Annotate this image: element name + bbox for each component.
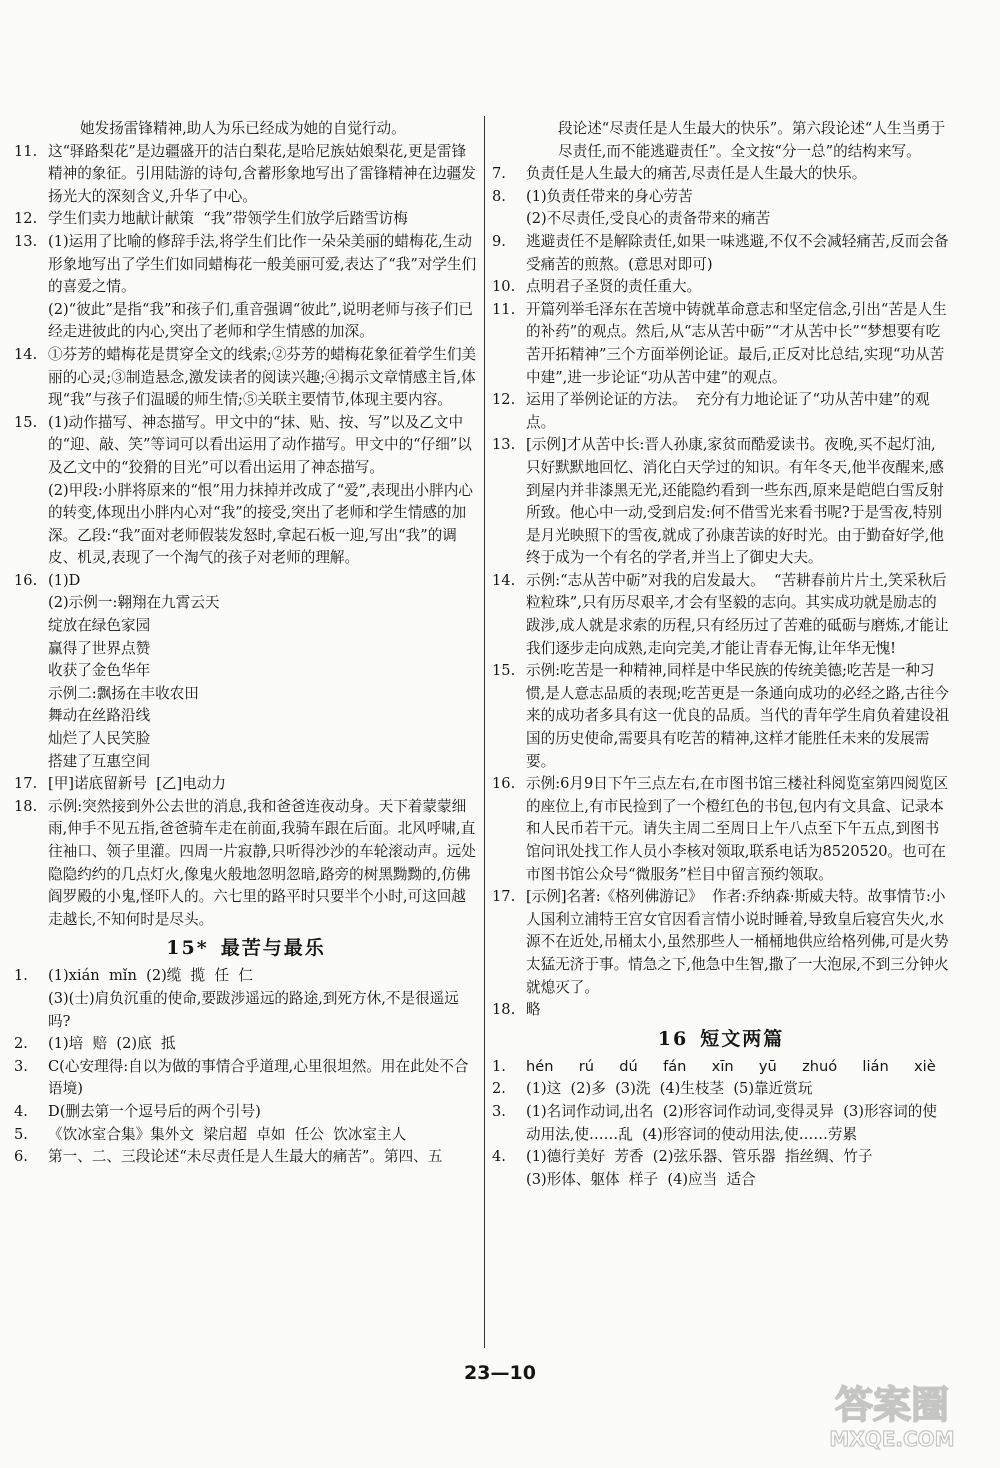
answer-item [14,1101,478,1124]
answer-item [492,999,950,1022]
answer-text: (1)名词作动词,出名 (2)形容词作动词,变得灵异 (3)形容词的使动用法,使……乱 (4)形容词的使动用法,使……劳累 [526,1102,937,1143]
answer-text: (1)D [48,571,81,589]
question-number: 16. [492,775,516,793]
poem-line: 舞动在丝路沿线 [48,707,151,725]
question-number: 13. [14,232,38,250]
answer-text: 略 [526,1001,541,1019]
poem-line: 赢得了世界点赞 [48,639,151,657]
question-number: 12. [492,391,516,409]
answer-item [492,773,950,886]
question-number: 3. [492,1102,506,1120]
answer-text: 段论述“尽责任是人生最大的快乐”。第六段论述“人生当勇于尽责任,而不能逃避责任”。全文按“分一总”的结构来写。 [558,120,946,160]
answer-text: C(心安理得:自以为做的事情合乎道理,心里很坦然。用在此处不合语境) [48,1057,469,1098]
answer-text: 示例:6月9日下午三点左右,在市图书馆三楼社科阅览室第四阅览区的座位上,有市民捡到了一个橙红色的书包,包内有文具盒、记录本和人民币若干元。请失主周二至周日上午八点至下午五点,到图书馆问讯处找工作人员小李核对领取,联系电话为8520520。也可在市图书馆公众号“微服务”栏目中留言预约领取。 [526,775,949,883]
answer-item [492,1169,950,1192]
answer-item [14,231,478,299]
answer-text: (2)不尽责任,受良心的责备带来的痛苦 [526,210,771,228]
answer-item [14,592,478,615]
answer-item [492,1078,950,1101]
answer-item [14,412,478,480]
answer-text: (2)示例一:翱翔在九霄云天 [48,594,220,612]
answer-text: (1)运用了比喻的修辞手法,将学生们比作一朵朵美丽的蜡梅花,生动形象地写出了学生们如同蜡梅花一般美丽可爱,表达了“我”对学生们的喜爱之情。 [48,232,477,296]
answer-item [492,434,950,570]
poem-line: 收获了金色华年 [48,662,151,680]
question-number: 18. [492,1001,516,1019]
column-divider [484,116,485,1348]
right-column [492,118,950,1191]
answer-item [492,1101,950,1146]
answer-text: 示例:“志从苦中砺”对我的启发最大。 “苦耕春前片片土,笑采秋后粒粒珠”,只有历尽艰辛,才会有坚毅的志向。其实成功就是励志的跋涉,成人就是求索的历程,只有经历过了苦难的砥砺与磨炼,才能让我们逐步走向成熟,走向完美,才能让青春无悔,让年华无愧! [526,571,949,657]
question-number: 13. [492,436,516,454]
answer-text: (1)德行美好 芳香 (2)弦乐器、管乐器 指丝绸、竹子 [526,1148,873,1166]
poem-line: 示例二:飘扬在丰收农田 [48,684,199,702]
answer-item [14,1124,478,1147]
answer-text: (2)甲段:小胖将原来的“恨”用力抹掉并改成了“爱”,表现出小胖内心的转变,体现出小胖内心对“我”的接受,突出了老师和学生情感的加深。乙段:“我”面对老师假装发怒时,拿起石板一迎,写出“我”的调皮、机灵,表现了一个淘气的孩子对老师的理解。 [48,481,473,567]
poem-line: 搭建了互惠空间 [48,752,151,770]
answer-text: [示例]名著:《格列佛游记》 作者:乔纳森·斯威夫特。故事情节:小人国利立浦特王宫女官因看言情小说时睡着,导致皇后寝宫失火,水源不在近处,吊桶太小,虽然那些人一桶桶地供应给格列佛,可是火势太猛无济于事。情急之下,他急中生智,撒了一大泡尿,不到三分钟火就熄灭了。 [526,888,949,996]
answer-item [492,118,950,163]
question-number: 10. [492,278,516,296]
poem-line: 绽放在绿色家园 [48,617,151,635]
answer-item [14,118,478,141]
question-number: 9. [492,232,506,250]
answer-item [14,299,478,344]
question-number: 12. [14,210,38,228]
question-number: 8. [492,187,506,205]
answer-text: (2)“彼此”是指“我”和孩子们,重音强调“彼此”,说明老师与孩子们已经走进彼此的内心,突出了老师和学生情感的加深。 [48,300,473,341]
answer-text: 负责任是人生最大的痛苦,尽责任是人生最大的快乐。 [526,165,867,183]
question-number: 2. [14,1035,28,1053]
question-number: 7. [492,165,506,183]
answer-item [14,141,478,209]
answer-text: [甲]诺底留新号 [乙]电动力 [48,775,226,793]
answer-item [492,163,950,186]
answer-text: 示例:突然接到外公去世的消息,我和爸爸连夜动身。天下着蒙蒙细雨,伸手不见五指,爸爸骑车走在前面,我骑车跟在后面。北风呼啸,直往袖口、领子里灌。四周一片寂静,只听得沙沙的车轮滚动声。远处隐隐约约的几点灯火,像鬼火般地忽明忽暗,路旁的树黑黝黝的,仿佛阎罗殿的小鬼,怪吓人的。六七里的路平时只要半个小时,可这回越走越长,不知何时是尽头。 [48,797,476,928]
poem-block [14,615,478,773]
question-number: 1. [14,967,28,985]
answer-item [14,1146,478,1169]
answer-item [14,208,478,231]
answer-item [492,570,950,660]
answer-item [492,299,950,389]
section-number: 16 [657,1027,689,1050]
answer-text: (1)负责任带来的身心劳苦 [526,187,693,205]
answer-text: (3)(士)肩负沉重的使命,要跋涉遥远的路途,到死方休,不是很遥远吗? [48,989,459,1030]
answer-text: 《饮冰室合集》集外文 梁启超 卓如 任公 饮冰室主人 [48,1125,407,1143]
answer-text: 这“驿路梨花”是边疆盛开的洁白梨花,是哈尼族姑娘梨花,更是雷锋精神的象征。引用陆游的诗句,含蓄形象地写出了雷锋精神在边疆发扬光大的深刻含义,升华了中心。 [48,142,476,205]
answer-text: (1)动作描写、神态描写。甲文中的“抹、贴、按、写”以及乙文中的“迎、敲、笑”等词可以看出运用了动作描写。甲文中的“仔细”以及乙文中的“狡猾的目光”可以看出运用了神态描写。 [48,413,472,476]
question-number: 11. [14,142,38,160]
answer-text: 开篇列举毛泽东在苦境中铸就革命意志和坚定信念,引出“苦是人生的补药”的观点。然后,从“志从苦中砺”“才从苦中长”“梦想要有吃苦开拓精神”三个方面举例论证。最后,正反对比总结,实现“功从苦中建”,进一步论证“功从苦中建”的观点。 [526,300,947,386]
watermark-url: MXQE.COM [829,1427,955,1451]
question-number: 14. [14,345,38,363]
answer-item [14,988,478,1033]
question-number: 15. [492,662,516,680]
answer-item [14,796,478,932]
answer-item [492,1146,950,1169]
answer-text: (1)这 (2)多 (3)洗 (4)生枝茎 (5)靠近赏玩 [526,1080,813,1098]
answer-item [492,660,950,773]
watermark-logo [806,1374,978,1454]
answer-item [14,773,478,796]
question-number: 17. [14,775,38,793]
answer-item [492,276,950,299]
question-number: 11. [492,300,516,318]
question-number: 4. [492,1148,506,1166]
section-title: 短文两篇 [700,1027,785,1050]
answer-text: 第一、二、三段论述“未尽责任是人生最大的痛苦”。第四、五 [48,1148,443,1166]
question-number: 16. [14,571,38,589]
section-heading [492,1024,950,1054]
watermark-cn: 答案圈 [834,1383,950,1427]
answer-item [14,1033,478,1056]
answer-text: 逃避责任不是解除责任,如果一味逃避,不仅不会减轻痛苦,反而会备受痛苦的煎熬。(意思对即可) [526,232,949,273]
answer-item [492,186,950,209]
section-number: 15* [166,937,209,960]
answer-text: (1)培 赔 (2)底 抵 [48,1035,176,1053]
question-number: 5. [14,1125,28,1143]
question-number: 3. [14,1057,28,1075]
poem-line: 灿烂了人民笑脸 [48,730,151,748]
question-number: 17. [492,888,516,906]
question-number: 6. [14,1148,28,1166]
answer-text: 点明君子圣贤的责任重大。 [526,278,702,296]
answer-item [492,389,950,434]
answer-text: hén rú dú fán xīn yū zhuó lián xiè [526,1057,936,1075]
answer-item [492,231,950,276]
answer-text: D(删去第一个逗号后的两个引号) [48,1102,261,1120]
answer-item [492,208,950,231]
question-number: 4. [14,1102,28,1120]
answer-item [14,1056,478,1101]
answer-item [14,344,478,412]
answer-item [14,965,478,988]
question-number: 2. [492,1080,506,1098]
answer-item [14,480,478,570]
question-number: 1. [492,1057,506,1075]
answer-text: (3)形体、躯体 样子 (4)应当 适合 [526,1170,756,1188]
section-heading [14,933,478,963]
question-number: 18. [14,797,38,815]
answer-text: ①芬芳的蜡梅花是贯穿全文的线索;②芬芳的蜡梅花象征着学生们美丽的心灵;③制造悬念,激发读者的阅读兴趣;④揭示文章情感主旨,体现“我”与孩子们温暖的师生情;⑤关联主要情节,体现主要内容。 [48,345,477,409]
answer-text: 她发扬雷锋精神,助人为乐已经成为她的自觉行动。 [80,120,406,137]
answer-item [492,1056,950,1079]
question-number: 14. [492,571,516,589]
left-column [14,118,478,1169]
section-title: 最苦与最乐 [220,937,326,960]
answer-text: 学生们卖力地献计献策 “我”带领学生们放学后踏雪访梅 [48,210,408,228]
question-number: 15. [14,413,38,431]
answer-text: (1)xián mǐn (2)缆 揽 任 仁 [48,967,254,985]
answer-text: [示例]才从苦中长:晋人孙康,家贫而酷爱读书。夜晚,买不起灯油,只好默默地回忆、消化白天学过的知识。有年冬天,他半夜醒来,感到屋内并非漆黑无光,还能隐约看到一些东西,原来是皑皑白雪反射所致。他心中一动,受到启发:何不借雪光来看书呢?于是雪夜,特别是月光映照下的雪夜,就成了孙康苦读的好时光。由于勤奋好学,他终于成为一个有名的学者,并当上了御史大夫。 [526,436,944,567]
answer-item [492,886,950,999]
answer-text: 示例:吃苦是一种精神,同样是中华民族的传统美德;吃苦是一种习惯,是人意志品质的表现;吃苦更是一条通向成功的必经之路,古往今来的成功者多具有这一优良的品质。当代的青年学生肩负着建设祖国的历史使命,需要具有吃苦的精神,这样才能胜任未来的发展需要。 [526,662,950,770]
answer-item [14,570,478,593]
answer-text: 运用了举例论证的方法。 充分有力地论证了“功从苦中建”的观点。 [526,391,930,431]
page-number: 23—10 [464,1362,536,1384]
